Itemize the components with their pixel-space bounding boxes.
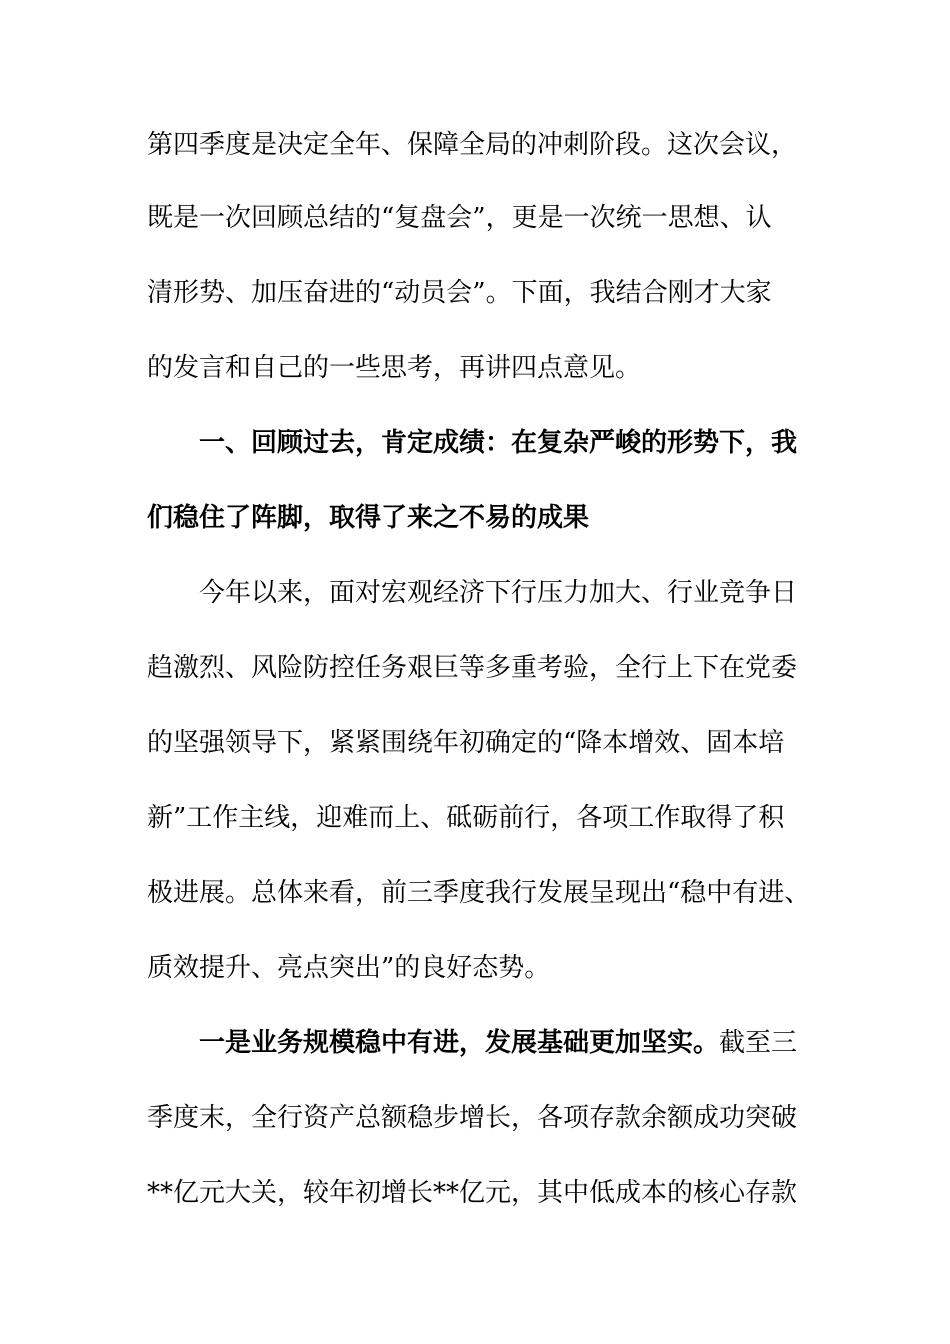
- paragraph-1-line-3: 清形势、加压奋进的“动员会”。下面，我结合刚才大家: [147, 278, 772, 308]
- paragraph-3-line-1: 今年以来，面对宏观经济下行压力加大、行业竞争日: [199, 578, 798, 608]
- paragraph-1-line-2: 既是一次回顾总结的“复盘会”，更是一次统一思想、认: [147, 203, 772, 233]
- paragraph-1-line-4: 的发言和自己的一些思考，再讲四点意见。: [147, 353, 642, 383]
- section-heading-line-2: 们稳住了阵脚，取得了来之不易的成果: [147, 503, 590, 533]
- paragraph-4-line-3: **亿元大关，较年初增长**亿元，其中低成本的核心存款: [147, 1178, 798, 1208]
- paragraph-4-line-1: [199, 1006, 797, 1081]
- section-heading-line-1: 一、回顾过去，肯定成绩：在复杂严峻的形势下，我: [199, 428, 798, 458]
- paragraph-1-line-1: 第四季度是决定全年、保障全局的冲刺阶段。这次会议，: [147, 130, 798, 160]
- paragraph-3-line-3: 的坚强领导下，紧紧围绕年初确定的“降本增效、固本培: [147, 728, 785, 758]
- paragraph-3-line-5: 极进展。总体来看，前三季度我行发展呈现出“稳中有进、: [147, 878, 811, 908]
- paragraph-4-lead: 一是业务规模稳中有进，发展基础更加坚实。: [199, 1028, 720, 1058]
- paragraph-4-line-2: 季度末，全行资产总额稳步增长，各项存款余额成功突破: [147, 1103, 798, 1133]
- paragraph-3-line-2: 趋激烈、风险防控任务艰巨等多重考验，全行上下在党委: [147, 653, 798, 683]
- paragraph-3-line-4: 新”工作主线，迎难而上、砥砺前行，各项工作取得了积: [147, 803, 785, 833]
- paragraph-3-line-6: 质效提升、亮点突出”的良好态势。: [147, 953, 551, 983]
- paragraph-4-line-1-text: 截至三: [719, 1028, 798, 1058]
